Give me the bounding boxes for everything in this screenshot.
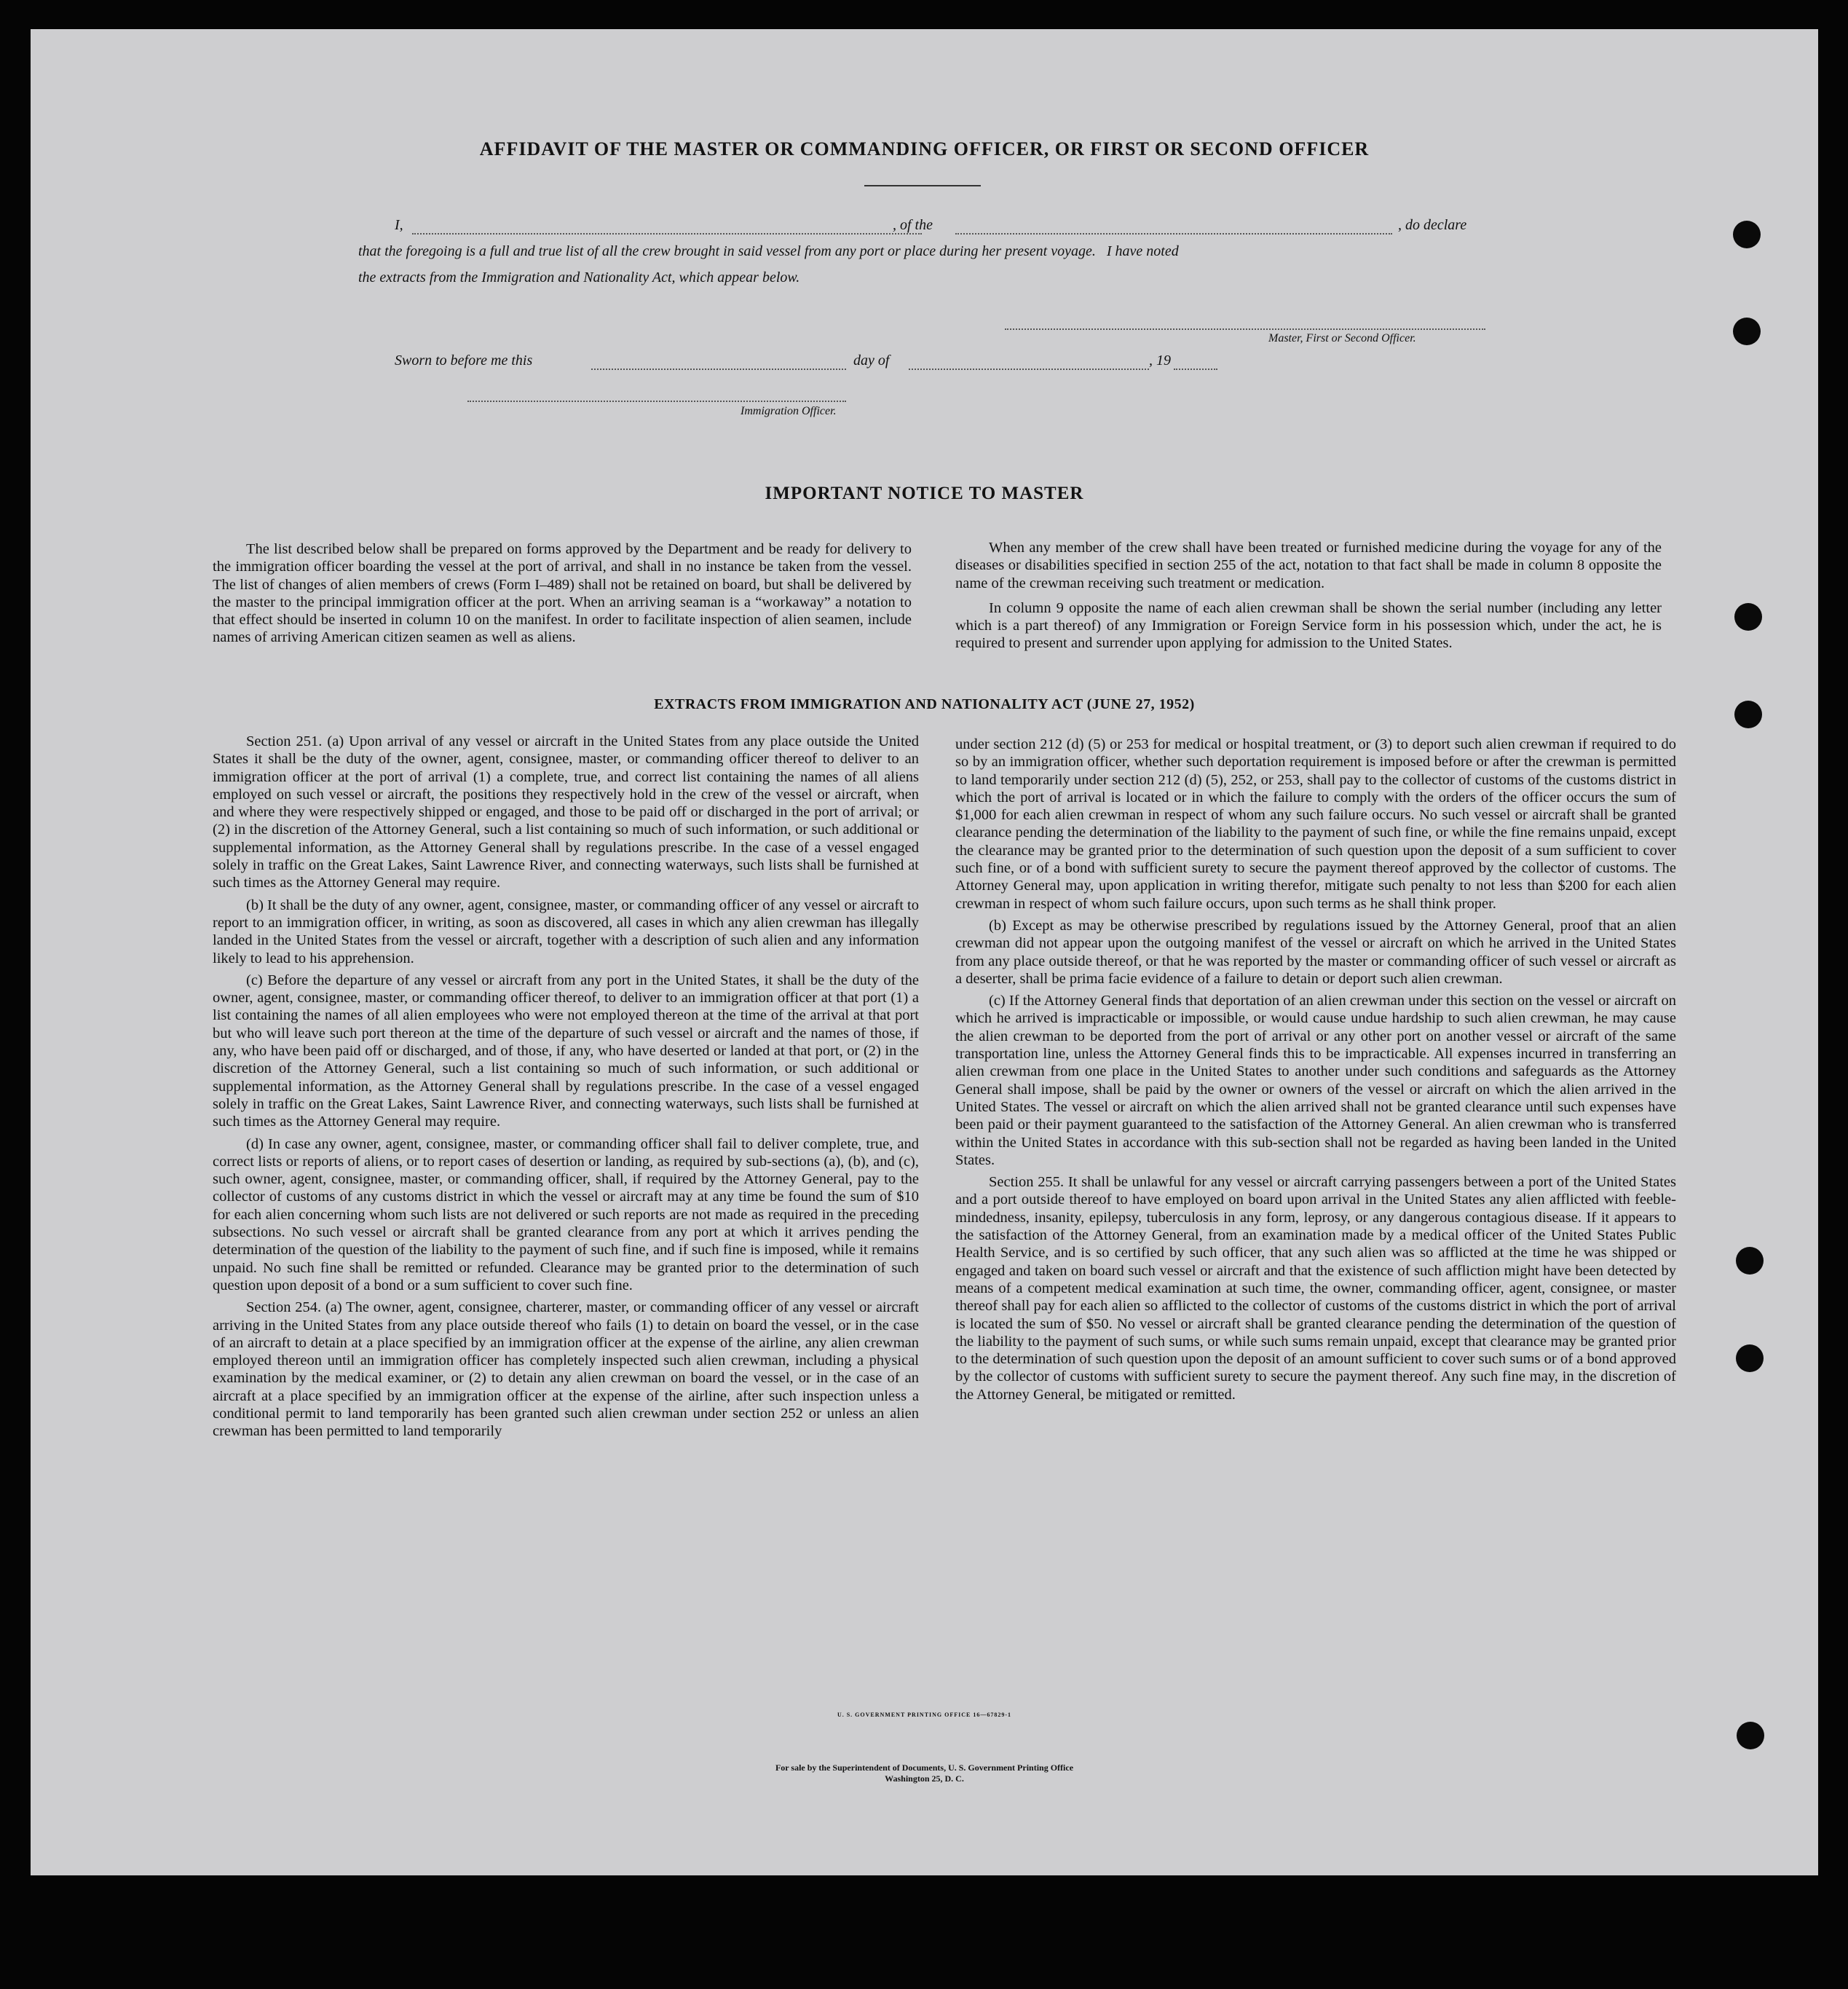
punch-hole [1733, 221, 1761, 248]
sworn-label: Sworn to before me this [395, 352, 533, 369]
officer-signature-field[interactable] [467, 401, 846, 402]
punch-hole [1737, 1722, 1764, 1749]
notice-right-column [955, 539, 1662, 653]
sworn-year-field[interactable] [1174, 369, 1217, 370]
printing-office-imprint: U. S. GOVERNMENT PRINTING OFFICE 16—67829-1 [837, 1712, 1012, 1718]
sworn-day-field[interactable] [591, 369, 846, 370]
document-page [31, 29, 1818, 1875]
punch-hole [1734, 603, 1762, 631]
section-251d: (d) In case any owner, agent, consignee, master, or commanding officer shall fail to deliver complete, true, and correct lists or reports of aliens, or to report cases of desertion or landing, as required by sub-sections (a), (b), and (c), such owner, agent, consignee, master, or commanding officer, shall, if required by the Attorney General, pay to the collector of customs of any customs district in which the vessel or aircraft may at any time be found the sum of $10 for each alien concerning whom such lists are not delivered or such reports are not made as required in the preceding subsections. No such vessel or aircraft shall be granted clearance from any port at which it arrives pending the determination of the question of the liability to the payment of such fine, and if such fine is imposed, while it remains unpaid. No such fine shall be remitted or refunded. Clearance may be granted prior to the determination of such question upon deposit of a bond or a sum sufficient to cover such fine. [213, 1135, 919, 1293]
notice-left-column [213, 540, 912, 647]
officer-signature-label: Immigration Officer. [741, 405, 837, 417]
sale-notice [31, 1762, 1818, 1784]
affiant-of-label: , of the [893, 217, 933, 233]
section-251a: Section 251. (a) Upon arrival of any vessel or aircraft in the United States from any place outside the United States it shall be the duty of the owner, agent, consignee, master, or commanding officer thereof to deliver to an immigration officer at the port of arrival (1) a complete, true, and correct list containing the names of all aliens employed on such vessel or aircraft, the positions they respectively hold in the crew of the vessel or aircraft, when and where they were respectively shipped or engaged, and those to be paid off or discharged in the port of arrival; or (2) in the discretion of the Attorney General, such a list containing so much of such information, or such additional or supplemental information, as the Attorney General shall by regulations prescribe. In the case of a vessel engaged solely in traffic on the Great Lakes, Saint Lawrence River, and connecting waterways, such lists shall be furnished at such times as the Attorney General may require. [213, 733, 919, 891]
punch-hole [1734, 701, 1762, 728]
master-signature-field[interactable] [1005, 328, 1485, 330]
punch-hole [1736, 1247, 1764, 1275]
year-label: , 19 [1149, 352, 1171, 369]
section-254a-continued: under section 212 (d) (5) or 253 for medical or hospital treatment, or (3) to deport such alien crewman if required to do so by an immigration officer, whether such deportation requirement is imposed before or after the crewman is permitted to land temporarily under section 212 (d) (5), 252, or 253, shall pay to the collector of customs of the customs district in which the port of arrival is located or in which the failure to comply with the orders of the officer occurs the sum of $1,000 for each alien crewman in respect of whom any such failure occurs. No such vessel or aircraft shall be granted clearance pending the determination of the liability to the payment of such fine, or while the fine remains unpaid, except the clearance may be granted prior to the determination of such question upon the deposit of a sum sufficient to cover such fine, or of a bond with sufficient surety to secure the payment thereof approved by the collector of customs. The Attorney General may, upon application in writing therefor, mitigate such penalty to not less than $200 for each alien crewman in respect of whom such failure occurs, upon such terms as he shall think proper. [955, 736, 1676, 912]
master-signature-label: Master, First or Second Officer. [1268, 332, 1416, 344]
sale-line-1: For sale by the Superintendent of Documents, U. S. Government Printing Office [775, 1762, 1074, 1773]
section-255: Section 255. It shall be unlawful for any vessel or aircraft carrying passengers between a port of the United States and a port outside thereof to have employed on board upon arrival in the United States any alien afflicted with feeble-mindedness, insanity, epilepsy, tuberculosis in any form, leprosy, or any dangerous contagious disease. If it appears to the satisfaction of the Attorney General, from an examination made by a medical officer of the United States Public Health Service, and is so certified by such officer, that any such alien was so afflicted at the time he was shipped or engaged and taken on board such vessel or aircraft and that the existence of such affliction might have been detected by means of a competent medical examination at such time, the owner, commanding officer, agent, consignee, or master thereof shall pay for each alien so afflicted to the collector of customs of the customs district in which the port of arrival is located the sum of $50. No vessel or aircraft shall be granted clearance pending the determination of the question of the liability to the payment of such sums, or while such sums remain unpaid, except that clearance may be granted prior to the determination of such question upon the deposit of an amount sufficient to cover such sums or of a bond approved by the collector of customs with sufficient surety to secure the payment thereof. Any such fine may, in the discretion of the Attorney General, be mitigated or remitted. [955, 1174, 1676, 1403]
declare-label: , do declare [1398, 217, 1467, 233]
vessel-name-field[interactable] [955, 233, 1392, 235]
affiant-name-field[interactable] [412, 233, 922, 235]
declaration-line-3: the extracts from the Immigration and Nationality Act, which appear below. [358, 269, 800, 285]
notice-right-paragraph-2: In column 9 opposite the name of each alien crewman shall be shown the serial number (including any letter which is a part thereof) of any Immigration or Foreign Service form in his possession which, under the act, he is required to present and surrender upon applying for admission to the United States. [955, 599, 1662, 652]
punch-hole [1736, 1344, 1764, 1372]
day-of-label: day of [853, 352, 890, 369]
section-254b: (b) Except as may be otherwise prescribed by regulations issued by the Attorney General, proof that an alien crewman did not appear upon the outgoing manifest of the vessel or aircraft on which he arrived in the United States from any place outside thereof, or that he was reported by the master or commanding officer of such vessel or aircraft as a deserter, shall be prima facie evidence of a failure to detain or deport such alien crewman. [955, 917, 1676, 987]
notice-left-paragraph: The list described below shall be prepared on forms approved by the Department and be ready for delivery to the immigration officer boarding the vessel at the port of arrival, and shall in no instance be taken from the vessel. The list of changes of alien members of crews (Form I–489) shall not be retained on board, but shall be delivered by the master to the principal immigration officer at the port. When an arriving seaman is a “workaway” a notation to that effect should be inserted in column 10 on the manifest. In order to facilitate inspection of alien seamen, include names of arriving American citizen seamen as well as aliens. [213, 541, 912, 646]
affiant-prefix: I, [395, 217, 403, 233]
extracts-right-column [955, 736, 1676, 1403]
extracts-left-column [213, 733, 919, 1441]
section-254c: (c) If the Attorney General finds that deportation of an alien crewman under this section on the vessel or aircraft on which he arrived is impracticable or impossible, or would cause undue hardship to such alien crewman, he may cause the alien crewman to be deported from the port of arrival or any other port on another vessel or aircraft of the same transportation line, unless the Attorney General finds this to be impracticable. All expenses incurred in transferring an alien crewman from one place in the United States to another under such conditions and safeguards as the Attorney General shall impose, shall be paid by the owner or owners of the vessel or aircraft on which the alien arrived in the United States. The vessel or aircraft on which the alien arrived shall not be granted clearance until such expenses have been paid or their payment guaranteed to the satisfaction of the Attorney General. An alien crewman who is transferred within the United States in accordance with this sub-section shall not be regarded as having been landed in the United States. [955, 993, 1676, 1168]
punch-hole [1733, 318, 1761, 345]
notice-right-paragraph-1: When any member of the crew shall have been treated or furnished medicine during the voyage for any of the diseases or disabilities specified in section 255 of the act, notation to that fact shall be made in column 8 opposite the name of the crewman receiving such treatment or medication. [955, 540, 1662, 591]
sworn-month-field[interactable] [909, 369, 1149, 370]
sale-line-2: Washington 25, D. C. [885, 1773, 964, 1784]
affidavit-title: AFFIDAVIT OF THE MASTER OR COMMANDING OFFICER, OR FIRST OR SECOND OFFICER [479, 138, 1370, 159]
title-divider [864, 185, 981, 186]
extracts-title: EXTRACTS FROM IMMIGRATION AND NATIONALITY ACT (JUNE 27, 1952) [654, 696, 1195, 712]
notice-title: IMPORTANT NOTICE TO MASTER [765, 484, 1084, 503]
section-254a: Section 254. (a) The owner, agent, consignee, charterer, master, or commanding officer of any vessel or aircraft arriving in the United States from any place outside thereof who fails (1) to detain on board the vessel, or in the case of an aircraft to detain at a place specified by an immigration officer at the expense of the airline, any alien crewman employed thereon until an immigration officer has completely inspected such alien crewman, including a physical examination by the medical examiner, or (2) to detain any alien crewman on board the vessel, or in the case of an aircraft at a place specified by an immigration officer at the expense of the airline, after such inspection unless a conditional permit to land temporarily has been granted such alien crewman under section 252 or unless an alien crewman has been permitted to land temporarily [213, 1299, 919, 1440]
section-251c: (c) Before the departure of any vessel or aircraft from any port in the United States, it shall be the duty of the owner, agent, consignee, master, or commanding officer thereof, to deliver to an immigration officer at that port (1) a list containing the names of all alien employees who were not employed thereon at the time of the arrival at that port but who will leave such port thereon at the time of the departure of such vessel or aircraft and the names of those, if any, who have been paid off or discharged, and of those, if any, who have deserted or landed at that port, or (2) in the discretion of the Attorney General, such a list containing so much of such information, or such additional or supplemental information, as the Attorney General shall by regulations prescribe. In the case of a vessel engaged solely in traffic on the Great Lakes, Saint Lawrence River, and connecting waterways, such lists shall be furnished at such times as the Attorney General may require. [213, 972, 919, 1130]
declaration-line-2: that the foregoing is a full and true list of all the crew brought in said vessel from any port or place during her present voyage. I have noted [358, 243, 1179, 259]
section-251b: (b) It shall be the duty of any owner, agent, consignee, master, or commanding officer of any vessel or aircraft to report to an immigration officer, in writing, as soon as discovered, all cases in which any alien crewman has illegally landed in the United States from the vessel or aircraft, together with a description of such alien and any information likely to lead to his apprehension. [213, 897, 919, 966]
